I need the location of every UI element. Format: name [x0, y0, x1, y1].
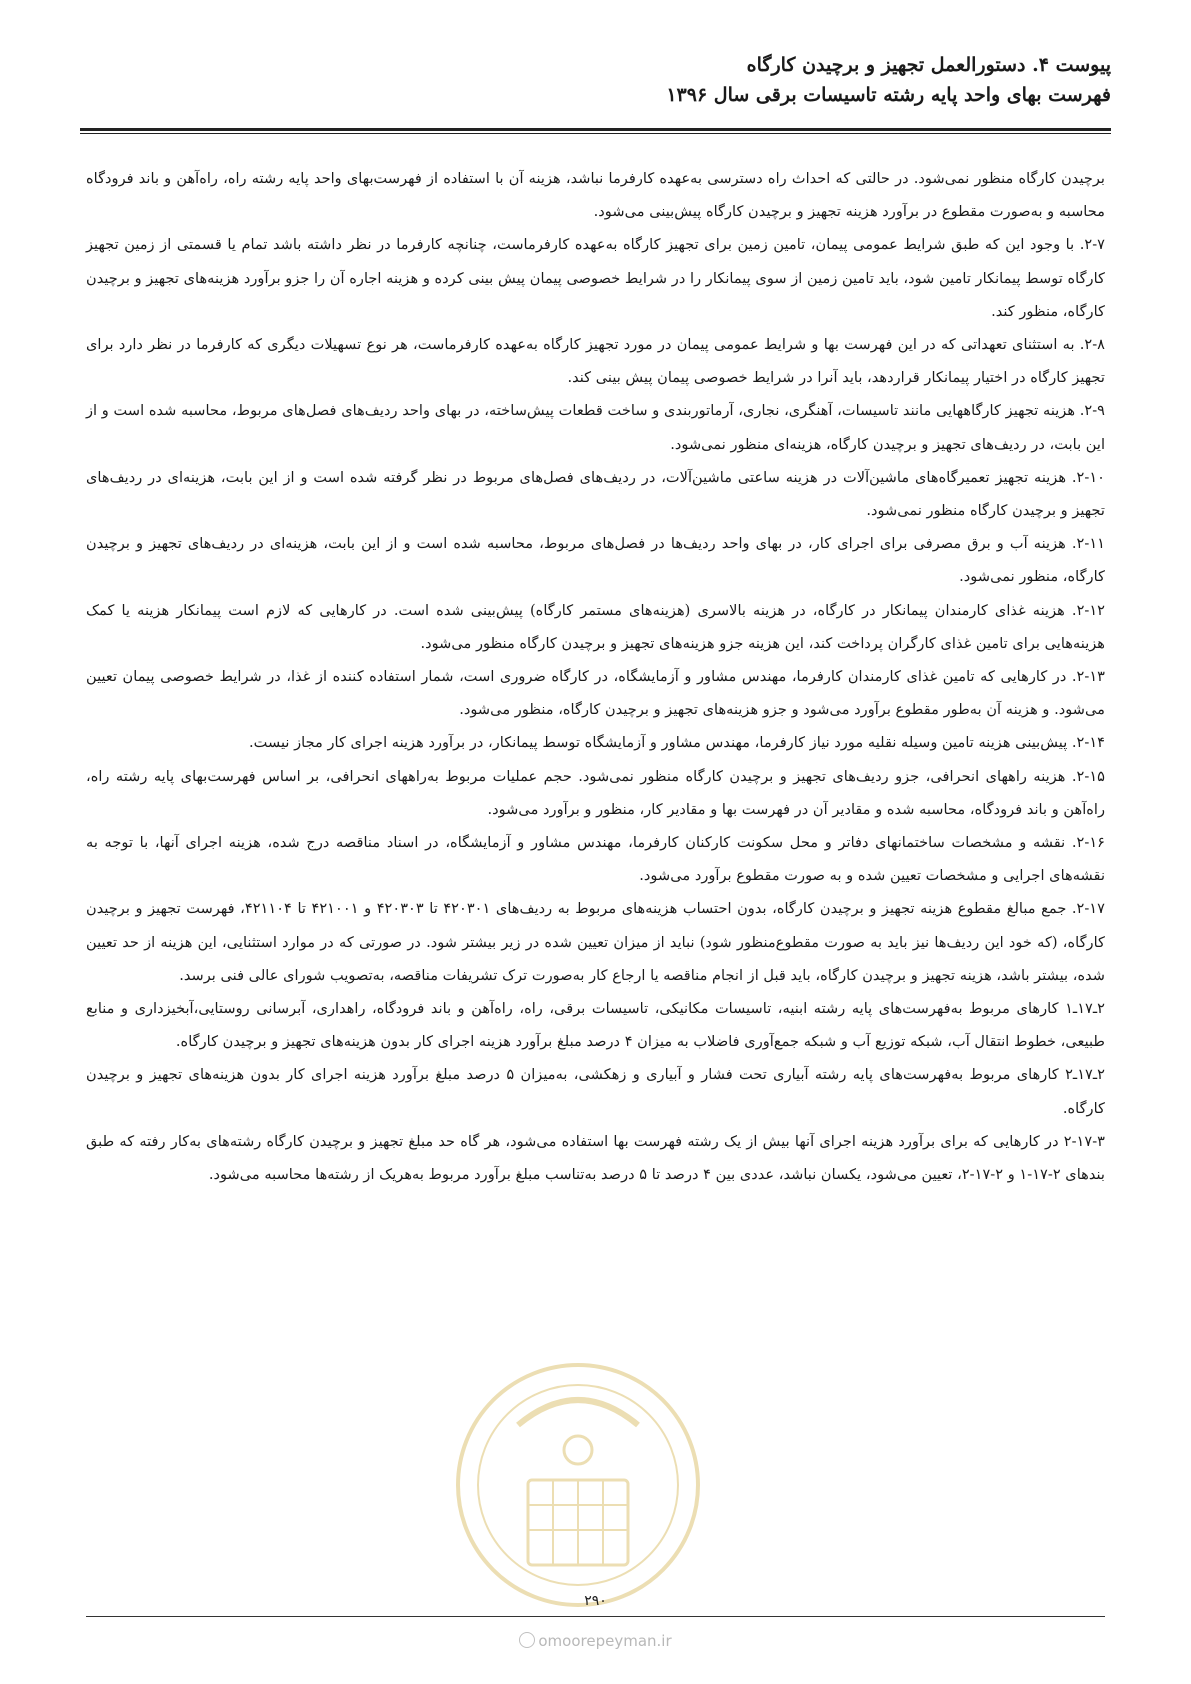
header-rule-thin: [80, 133, 1111, 134]
paragraph-2-7: ۲-۷. با وجود این که طبق شرایط عمومی پیمان، تامین زمین برای تجهیز کارگاه به‌عهده کارفرماست، چنانچه کارفرما در نظر داشته باشد تمام یا قسمتی از زمین تجهیز کارگاه توسط پیمانکار تامین شود، باید تامین زمین از سوی پیمانکار را در شرایط خصوصی پیمان پیش بینی کرده و هزینه اجاره آن را جزو برآورد هزینه‌های تجهیز و برچیدن کارگاه، منظور کند.: [86, 236, 1105, 320]
header-subtitle: فهرست بهای واحد پایه رشته تاسیسات برقی سال ۱۳۹۶: [666, 84, 1111, 106]
paragraph-2-17-1: ۲ـ۱۷ـ۱ کارهای مربوط به‌فهرست‌های پایه رشته ابنیه، تاسیسات مکانیکی، تاسیسات برقی، راه، راه‌آهن و باند فرودگاه، راهداری، آبرسانی روستایی،آبخیزداری و منابع طبیعی، خطوط انتقال آب، شبکه توزیع آب و شبکه جمع‌آوری فاضلاب به میزان ۴ درصد مبلغ برآورد هزینه اجرای کار بدون هزینه‌های تجهیز و برچیدن کارگاه.: [86, 1000, 1105, 1051]
paragraph-2-12: ۲-۱۲. هزینه غذای کارمندان پیمانکار در کارگاه، در هزینه بالاسری (هزینه‌های مستمر کارگاه) پیش‌بینی شده است. در کارهایی که لازم است پیمانکار هزینه یا کمک هزینه‌هایی برای تامین غذای کارگران پرداخت کند، این هزینه جزو هزینه‌های تجهیز و برچیدن کارگاه منظور می‌شود.: [86, 601, 1106, 652]
header-rule-thick: [80, 128, 1111, 131]
watermark-seal-icon: [448, 1355, 708, 1615]
site-watermark-text: omoorepeyman.ir: [538, 1632, 672, 1650]
page-number: ۲۹۰: [584, 1593, 607, 1609]
paragraph-2-9: ۲-۹. هزینه تجهیز کارگاههایی مانند تاسیسات، آهنگری، نجاری، آرماتوربندی و ساخت قطعات پیش‌ساخته، در بهای واحد ردیف‌های فصل‌های مربوط، محاسبه شده است و از این بابت، در ردیف‌های تجهیز و برچیدن کارگاه، هزینه‌ای منظور نمی‌شود.: [86, 402, 1105, 453]
document-body: [86, 162, 1105, 1191]
paragraph-continuation: برچیدن کارگاه منظور نمی‌شود. در حالتی که احداث راه دسترسی به‌عهده کارفرما نباشد، هزینه آن با استفاده از فهرست‌بهای واحد پایه رشته راه، راه‌آهن و باند فرودگاه محاسبه و به‌صورت مقطوع در برآورد هزینه تجهیز و برچیدن کارگاه پیش‌بینی می‌شود.: [86, 170, 1105, 221]
paragraph-2-8: ۲-۸. به استثنای تعهداتی که در این فهرست بها و شرایط عمومی پیمان در مورد تجهیز کارگاه به‌عهده کارفرماست، هر نوع تسهیلات دیگری که کارفرما در نظر دارد برای تجهیز کارگاه در اختیار پیمانکار قراردهد، باید آنرا در شرایط خصوصی پیمان پیش بینی کند.: [86, 336, 1105, 387]
page-header: [80, 50, 1111, 110]
at-icon: [519, 1632, 535, 1648]
paragraph-2-15: ۲-۱۵. هزینه راههای انحرافی، جزو ردیف‌های تجهیز و برچیدن کارگاه منظور نمی‌شود. حجم عملیات مربوط به‌راههای انحرافی، بر اساس فهرست‌بهای پایه رشته راه، راه‌آهن و باند فرودگاه، محاسبه شده و مقادیر آن در فهرست بها و مقادیر کار، منظور و برآورد می‌شود.: [86, 767, 1105, 818]
paragraph-2-14: ۲-۱۴. پیش‌بینی هزینه تامین وسیله نقلیه مورد نیاز کارفرما، مهندس مشاور و آزمایشگاه توسط پیمانکار، در برآورد هزینه اجرای کار مجاز نیست.: [248, 734, 1105, 752]
paragraph-2-13: ۲-۱۳. در کارهایی که تامین غذای کارمندان کارفرما، مهندس مشاور و آزمایشگاه، در کارگاه ضروری است، شمار استفاده کننده از غذا، در شرایط خصوصی پیمان تعیین می‌شود. و هزینه آن به‌طور مقطوع برآورد می‌شود و جزو هزینه‌های تجهیز و برچیدن کارگاه، منظور می‌شود.: [86, 668, 1105, 719]
paragraph-2-17-3: ۲-۱۷-۳ در کارهایی که برای برآورد هزینه اجرای آنها بیش از یک رشته فهرست بها استفاده می‌شود، هر گاه حد مبلغ تجهیز و برچیدن کارگاه رشته‌های به‌کار رفته که طبق بندهای ۲-۱۷-۱ و ۲-۱۷-۲، تعیین می‌شود، یکسان نباشد، عددی بین ۴ درصد تا ۵ درصد به‌تناسب مبلغ برآورد مربوط به‌هریک از رشته‌ها محاسبه می‌شود.: [86, 1132, 1105, 1184]
paragraph-2-11: ۲-۱۱. هزینه آب و برق مصرفی برای اجرای کار، در بهای واحد ردیف‌ها در فصل‌های مربوط، محاسبه شده است و از این بابت، هزینه‌ای در ردیف‌های تجهیز و برچیدن کارگاه، منظور نمی‌شود.: [86, 535, 1105, 586]
paragraph-2-10: ۲-۱۰. هزینه تجهیز تعمیرگاه‌های ماشین‌آلات در هزینه ساعتی ماشین‌آلات، در ردیف‌های فصل‌های مربوط در نظر گرفته شده است و از این بابت، هزینه‌ای در ردیف‌های تجهیز و برچیدن کارگاه منظور نمی‌شود.: [86, 468, 1105, 520]
paragraph-2-17-2: ۲ـ۱۷ـ۲ کارهای مربوط به‌فهرست‌های پایه رشته آبیاری تحت فشار و آبیاری و زهکشی، به‌میزان ۵ درصد مبلغ برآورد هزینه اجرای کار بدون هزینه‌های تجهیز و برچیدن کارگاه.: [86, 1066, 1105, 1117]
site-watermark: [0, 1632, 1191, 1650]
header-title: پیوست ۴. دستورالعمل تجهیز و برچیدن کارگاه: [746, 54, 1111, 76]
paragraph-2-16: ۲-۱۶. نقشه و مشخصات ساختمانهای دفاتر و محل سکونت کارکنان کارفرما، مهندس مشاور و آزمایشگاه، در اسناد مناقصه درج شده، هزینه اجرای آنها، با توجه به نقشه‌های اجرایی و مشخصات تعیین شده و به صورت مقطوع برآورد می‌شود.: [86, 834, 1105, 885]
paragraph-2-17: ۲-۱۷. جمع مبالغ مقطوع هزینه تجهیز و برچیدن کارگاه، بدون احتساب هزینه‌های مربوط به ردیف‌های ۴۲۰۳۰۱ تا ۴۲۰۳۰۳ و ۴۲۱۰۰۱ تا ۴۲۱۱۰۴، فهرست تجهیز و برچیدن کارگاه، (که خود این ردیف‌ها نیز باید به صورت مقطوع‌منظور شود) نباید از میزان تعیین شده در زیر بیشتر شود. در صورتی که در موارد استثنایی، این هزینه از حد تعیین شده، بیشتر باشد، هزینه تجهیز و برچیدن کارگاه، باید قبل از انجام مناقصه یا ارجاع کار به‌صورت ترک تشریفات مناقصه، به‌تصویب شورای عالی فنی برسد.: [86, 900, 1105, 984]
footer-rule: [86, 1616, 1105, 1617]
